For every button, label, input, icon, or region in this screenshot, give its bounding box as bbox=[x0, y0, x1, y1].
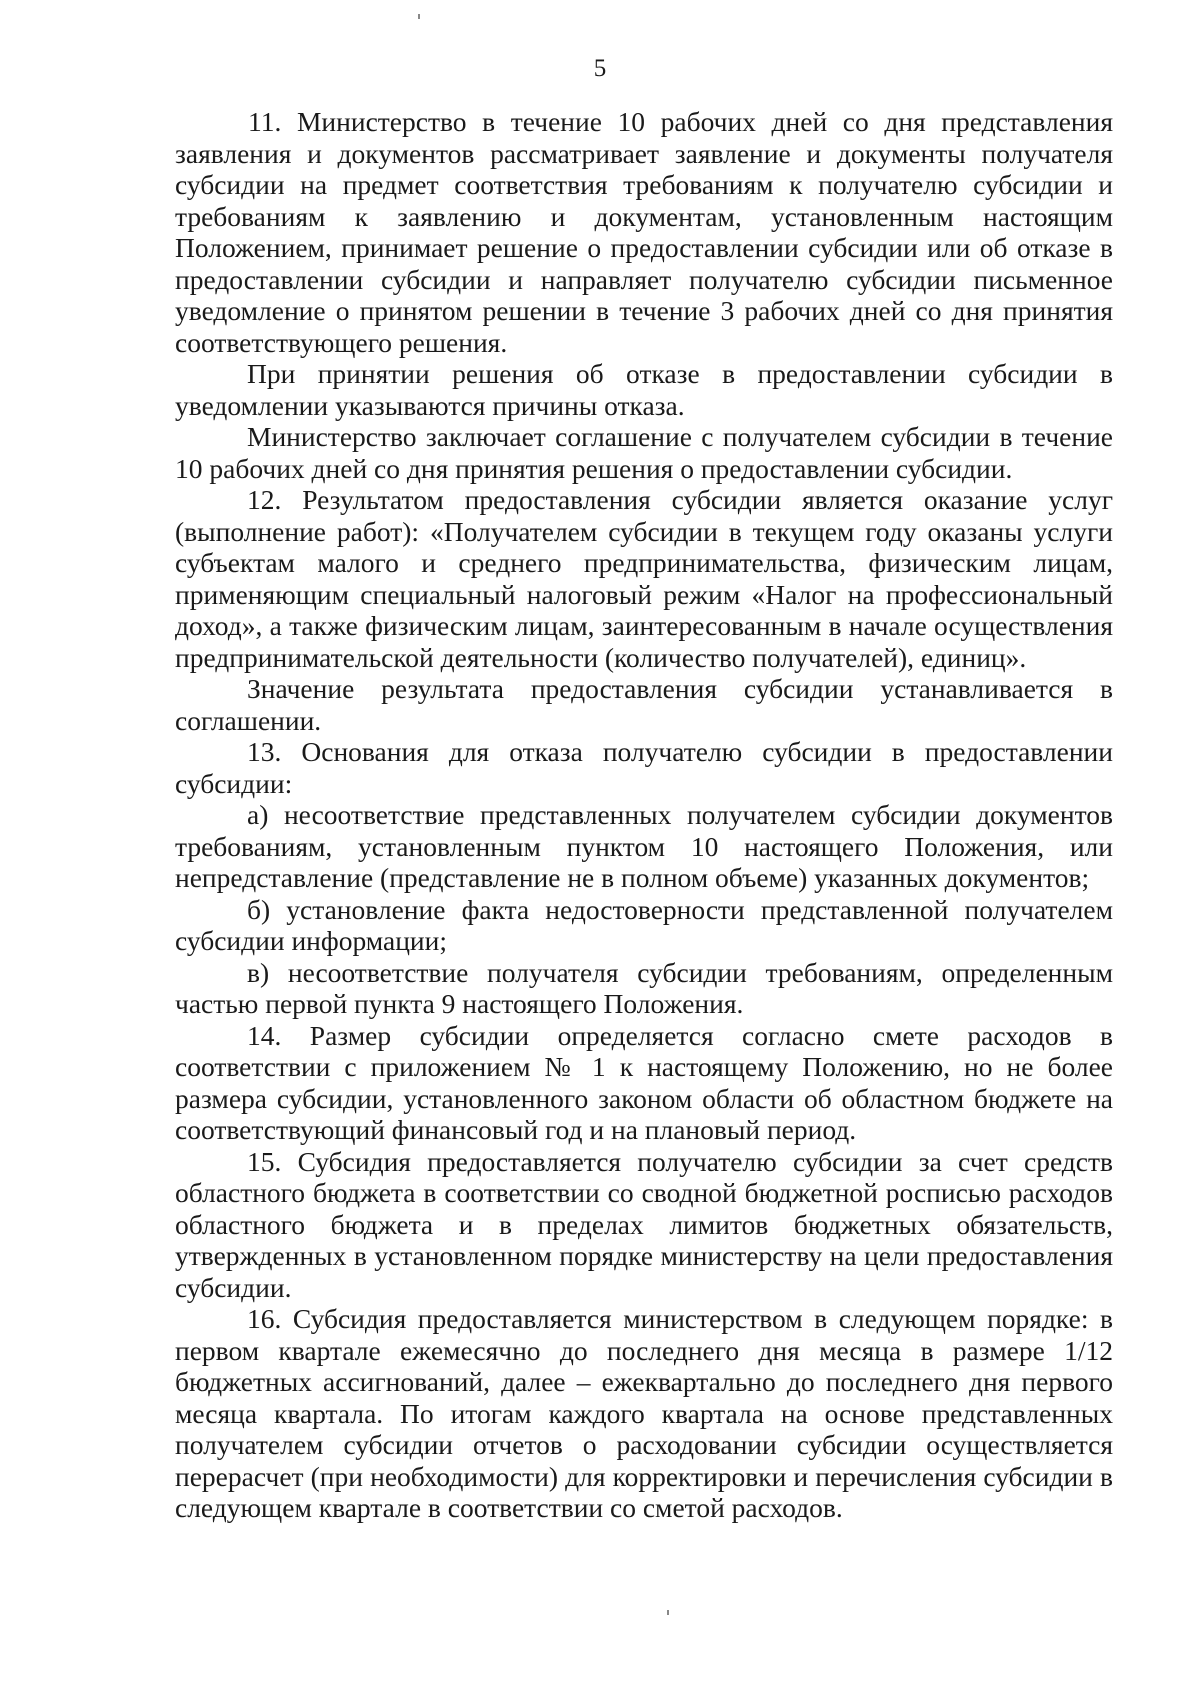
paragraph-16: 16. Субсидия предоставляется министерством в следующем порядке: в первом квартале ежемесячно до последнего дня месяца в размере 1/12 бюджетных ассигнований, далее – ежеквартально до последнего дня первого месяца квартала. По итогам каждого квартала на основе представленных получателем субсидии отчетов о расходовании субсидии осуществляется перерасчет (при необходимости) для корректировки и перечисления субсидии в следующем квартале в соответствии со сметой расходов. bbox=[175, 1303, 1113, 1523]
paragraph-13-c: в) несоответствие получателя субсидии требованиям, определенным частью первой пункта 9 настоящего Положения. bbox=[175, 956, 1113, 1019]
paragraph-13: 13. Основания для отказа получателю субсидии в предоставлении субсидии: bbox=[175, 736, 1113, 799]
paragraph-refusal-reasons: При принятии решения об отказе в предоставлении субсидии в уведомлении указываются причины отказа. bbox=[175, 358, 1113, 421]
scan-speck-top bbox=[418, 14, 420, 19]
paragraph-11: 11. Министерство в течение 10 рабочих дней со дня представления заявления и документов рассматривает заявление и документы получателя субсидии на предмет соответствия требованиям к получателю субсидии и требованиям к заявлению и документам, установленным настоящим Положением, принимает решение о предоставлении субсидии или об отказе в предоставлении субсидии и направляет получателю субсидии письменное уведомление о принятом решении в течение 3 рабочих дней со дня принятия соответствующего решения. bbox=[175, 106, 1113, 358]
paragraph-13-a: а) несоответствие представленных получателем субсидии документов требованиям, установленным пунктом 10 настоящего Положения, или непредставление (представление не в полном объеме) указанных документов; bbox=[175, 799, 1113, 893]
paragraph-agreement: Министерство заключает соглашение с получателем субсидии в течение 10 рабочих дней со дня принятия решения о предоставлении субсидии. bbox=[175, 421, 1113, 484]
paragraph-13-b: б) установление факта недостоверности представленной получателем субсидии информации; bbox=[175, 893, 1113, 956]
paragraph-14: 14. Размер субсидии определяется согласно смете расходов в соответствии с приложением № 1 к настоящему Положению, но не более размера субсидии, установленного законом области об областном бюджете на соответствующий финансовый год и на плановый период. bbox=[175, 1019, 1113, 1145]
paragraph-result-value: Значение результата предоставления субсидии устанавливается в соглашении. bbox=[175, 673, 1113, 736]
paragraph-12: 12. Результатом предоставления субсидии является оказание услуг (выполнение работ): «Получателем субсидии в текущем году оказаны услуги субъектам малого и среднего предпринимательства, физическим лицам, применяющим специальный налоговый режим «Налог на профессиональный доход», а также физическим лицам, заинтересованным в начале осуществления предпринимательской деятельности (количество получателей), единиц». bbox=[175, 484, 1113, 673]
page-number: 5 bbox=[593, 55, 607, 82]
scan-speck-bottom bbox=[667, 1610, 669, 1615]
paragraph-15: 15. Субсидия предоставляется получателю субсидии за счет средств областного бюджета в соответствии со сводной бюджетной росписью расходов областного бюджета и в пределах лимитов бюджетных обязательств, утвержденных в установленном порядке министерству на цели предоставления субсидии. bbox=[175, 1145, 1113, 1303]
document-body bbox=[175, 106, 1113, 1524]
